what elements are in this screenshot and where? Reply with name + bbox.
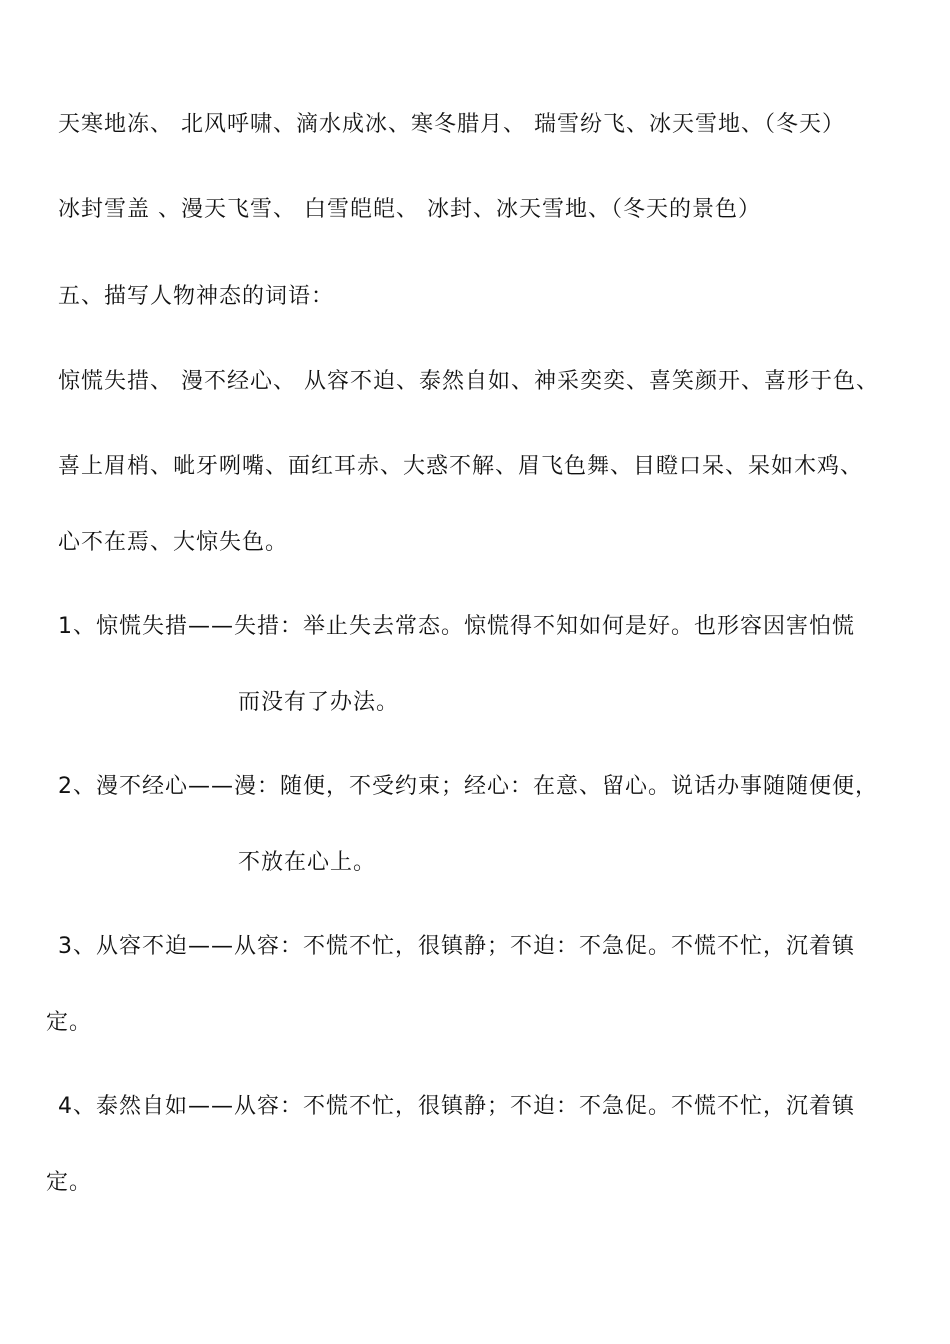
definition-item: 4、泰然自如——从容：不慌不忙，很镇静；不迫：不急促。不慌不忙，沉着镇 [58,1094,855,1119]
text-line: 喜上眉梢、呲牙咧嘴、面红耳赤、大惑不解、眉飞色舞、目瞪口呆、呆如木鸡、 [58,454,864,479]
text-line: 心不在焉、大惊失色。 [58,530,289,555]
text-line: 天寒地冻、 北风呼啸、滴水成冰、寒冬腊月、 瑞雪纷飞、冰天雪地、（冬天） [58,112,845,137]
definition-continuation: 定。 [46,1170,93,1195]
definition-continuation: 而没有了办法。 [238,690,400,715]
definition-continuation: 定。 [46,1010,93,1035]
text-line: 惊慌失措、 漫不经心、 从容不迫、泰然自如、神采奕奕、喜笑颜开、喜形于色、 [58,369,879,394]
text-line: 冰封雪盖 、漫天飞雪、 白雪皑皑、 冰封、冰天雪地、（冬天的景色） [58,197,761,222]
definition-item: 1、惊慌失措——失措：举止失去常态。惊慌得不知如何是好。也形容因害怕慌 [58,614,855,639]
section-heading: 五、描写人物神态的词语： [58,284,335,309]
definition-continuation: 不放在心上。 [238,850,377,875]
definition-item: 2、漫不经心——漫：随便，不受约束；经心：在意、留心。说话办事随随便便， [58,774,878,799]
definition-item: 3、从容不迫——从容：不慌不忙，很镇静；不迫：不急促。不慌不忙，沉着镇 [58,934,855,959]
